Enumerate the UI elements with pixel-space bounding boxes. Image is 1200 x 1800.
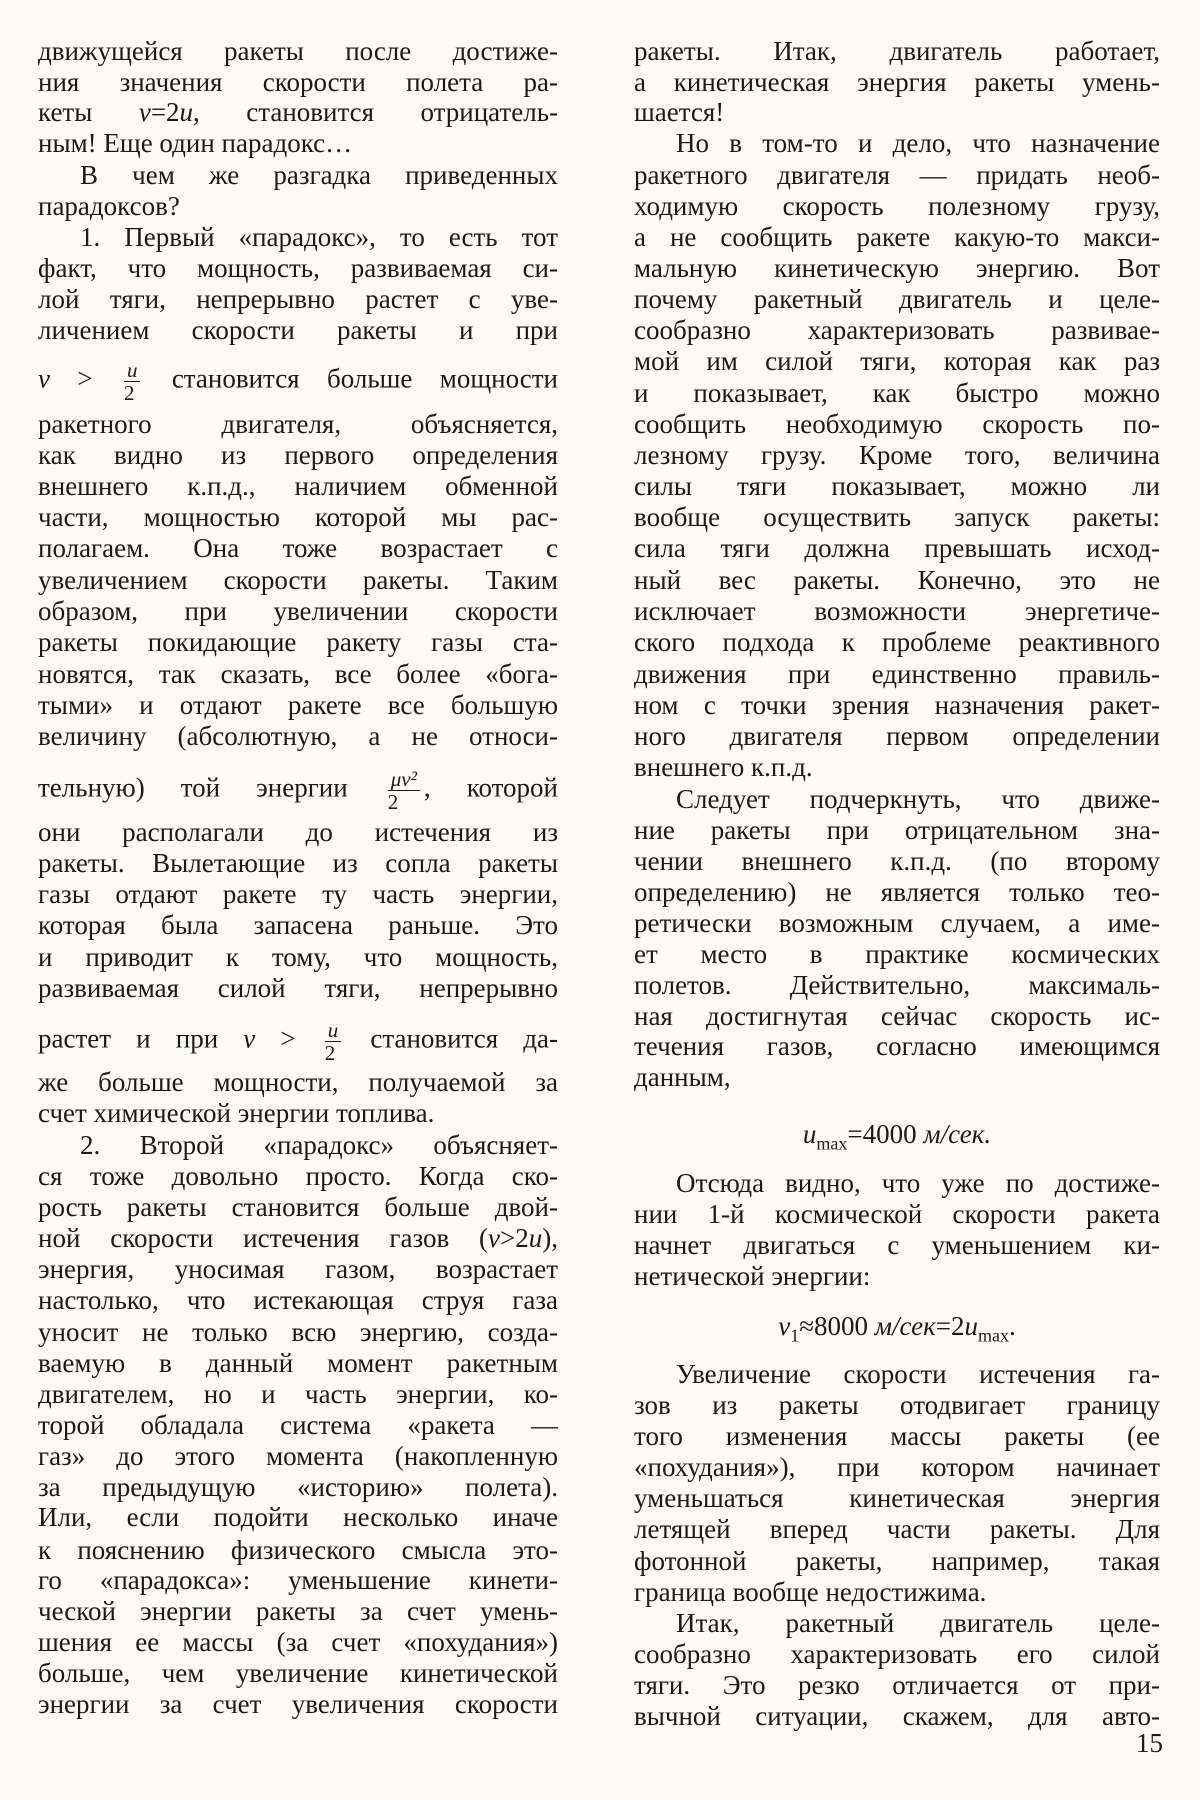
text-line (38, 1161, 558, 1192)
text-line (634, 253, 1160, 284)
text-run: ет место в практике космических (634, 938, 1160, 969)
text-line (634, 1577, 1160, 1608)
text-line (634, 315, 1160, 346)
text-run: ходимую скорость полезному грузу, (634, 191, 1160, 222)
text-line (38, 1565, 558, 1596)
text-line (38, 128, 558, 159)
text-run: тяги. Это резко отличается от при- (634, 1669, 1160, 1700)
text-line (38, 768, 558, 813)
text-run: =2 (935, 1311, 965, 1342)
text-line (634, 67, 1160, 98)
text-line (38, 1067, 558, 1098)
text-line (38, 721, 558, 752)
text-run: ным! Еще один парадокс… (38, 128, 353, 159)
text-line (634, 1311, 1160, 1351)
text-run: летящей вперед части ракеты. Для (634, 1513, 1160, 1544)
text-run: величину (абсолютную, а не относи- (38, 720, 558, 751)
text-run: ный вес ракеты. Конечно, это не (634, 565, 1160, 596)
fraction (325, 1019, 342, 1064)
text-run: определению) не является только тео- (634, 876, 1160, 907)
text-line (38, 1254, 558, 1285)
fraction-numerator: u (325, 1019, 342, 1042)
text-line (38, 440, 558, 471)
text-run: =4000 (847, 1118, 924, 1149)
text-line (38, 1285, 558, 1316)
math-variable: v (778, 1311, 791, 1342)
text-run: лой тяги, непрерывно растет с уве- (38, 284, 558, 315)
text-run: мой им силой тяги, которая как раз (634, 346, 1160, 377)
text-line (80, 160, 558, 191)
text-run: Увеличение скорости истечения га- (676, 1359, 1160, 1390)
math-variable: u (802, 1118, 817, 1149)
text-run: полетов. Действительно, максималь- (634, 969, 1160, 1000)
text-run: мальную кинетическую энергию. Вот (634, 253, 1160, 284)
text-run: торой обладала система «ракета — (38, 1409, 558, 1440)
fraction (124, 359, 141, 404)
text-run: чении внешнего к.п.д. (по второму (634, 845, 1160, 876)
text-line (676, 1168, 1160, 1199)
text-run: исключает возможности энергетиче- (634, 595, 1160, 626)
text-line (38, 1019, 558, 1064)
text-run: 2. Второй «парадокс» объясняет- (80, 1130, 558, 1160)
text-run: граница вообще недостижима. (634, 1576, 987, 1607)
text-line (38, 1410, 558, 1441)
text-line (38, 942, 558, 973)
text-run: сообщить необходимую скорость по- (634, 409, 1160, 440)
text-run: В чем же разгадка приведенных (80, 160, 558, 191)
text-run: двигателем, но и часть энергии, ко- (38, 1378, 558, 1409)
text-line (38, 1535, 558, 1566)
text-run: ного двигателя первом определении (634, 720, 1160, 751)
text-line (80, 222, 558, 253)
text-line (634, 533, 1160, 564)
text-line (38, 191, 558, 222)
text-run: кеты (38, 97, 139, 128)
text-run: движущейся ракеты после достиже- (38, 35, 558, 66)
text-run: энергия, уносимая газом, возрастает (38, 1253, 558, 1284)
text-run: нетической энергии: (634, 1260, 871, 1291)
text-run: образом, при увеличении скорости (38, 595, 558, 626)
text-run: Следует подчеркнуть, что движе- (676, 783, 1160, 814)
text-line (634, 1670, 1160, 1701)
fraction-numerator: u (124, 359, 141, 382)
math-variable: м/сек (874, 1311, 936, 1342)
text-run: ние ракеты при отрицательном зна- (634, 814, 1160, 845)
text-run: внешнего к.п.д., наличием обменной (38, 471, 558, 502)
text-line (38, 67, 558, 98)
text-run: > (49, 363, 120, 394)
text-run: > (255, 1023, 321, 1054)
text-line (38, 690, 558, 721)
text-run: ракетного двигателя, объясняется, (38, 409, 558, 440)
text-line (634, 1452, 1160, 1483)
text-run: сила тяги должна превышать исход- (634, 532, 1160, 563)
text-line (38, 36, 558, 67)
text-run: Или, если подойти несколько иначе (38, 1502, 558, 1533)
text-line (676, 1608, 1160, 1639)
text-line (634, 1261, 1160, 1292)
text-run: . (1009, 1311, 1016, 1342)
subscript: max (978, 1325, 1010, 1346)
text-line (38, 1689, 558, 1720)
text-line (634, 596, 1160, 627)
text-line (38, 1348, 558, 1379)
text-run: ния значения скорости полета ра- (38, 66, 558, 97)
text-run: ракеты покидающие ракету газы ста- (38, 626, 558, 657)
text-run: факт, что мощность, развиваемая си- (38, 253, 558, 284)
text-run: =2 (150, 97, 180, 128)
text-run: ракеты. Итак, двигатель работает, (634, 35, 1160, 66)
text-run: они располагали до истечения из (38, 817, 558, 848)
text-line (38, 1317, 558, 1348)
text-line (634, 160, 1160, 191)
text-line (634, 815, 1160, 846)
text-run: ся тоже довольно просто. Когда ско- (38, 1160, 558, 1191)
text-line (634, 1199, 1160, 1230)
math-variable: u (179, 97, 194, 128)
text-run: внешнего к.п.д. (634, 751, 813, 782)
text-run: ракетного двигателя — придать необ- (634, 160, 1160, 191)
text-line (38, 533, 558, 564)
text-line (38, 910, 558, 941)
text-run: же больше мощности, получаемой за (38, 1066, 558, 1097)
text-run: настолько, что истекающая струя газа (38, 1284, 558, 1315)
text-line (634, 846, 1160, 877)
text-line (634, 627, 1160, 658)
text-line (38, 502, 558, 533)
text-line (38, 1223, 558, 1254)
math-variable: u (964, 1311, 979, 1342)
text-line (634, 284, 1160, 315)
text-line (634, 1546, 1160, 1577)
text-run: ваемую в данный момент ракетным (38, 1347, 558, 1378)
text-run: тельную) той энергии (38, 772, 384, 803)
text-run: газ» до этого момента (накопленную (38, 1440, 558, 1471)
text-run: шается! (634, 97, 725, 128)
text-line (38, 596, 558, 627)
text-line (634, 752, 1160, 783)
text-line (634, 36, 1160, 67)
text-run: как видно из первого определения (38, 440, 558, 471)
text-run: новятся, так сказать, все более «бога- (38, 658, 558, 689)
text-run: уносит не только всю энергию, созда- (38, 1316, 558, 1347)
text-line (38, 1502, 558, 1533)
text-line (634, 877, 1160, 908)
text-run: и приводит к тому, что мощность, (38, 942, 558, 973)
fraction-denominator: 2 (123, 380, 135, 405)
text-line (634, 409, 1160, 440)
text-line (634, 440, 1160, 471)
text-run: течения газов, согласно имеющимся (634, 1031, 1160, 1062)
text-line (634, 1119, 1160, 1159)
text-run: , которой (423, 772, 558, 803)
text-run: ского подхода к проблеме реактивного (634, 626, 1160, 657)
text-line (634, 191, 1160, 222)
text-line (634, 1639, 1160, 1670)
text-line (38, 627, 558, 658)
math-variable: v (488, 1222, 501, 1253)
text-line (634, 471, 1160, 502)
text-line (38, 817, 558, 848)
subscript: max (816, 1132, 848, 1153)
text-run: ), (542, 1222, 558, 1253)
text-line (38, 97, 558, 128)
text-line (634, 908, 1160, 939)
text-line (38, 409, 558, 440)
text-line (38, 359, 558, 404)
text-line (634, 721, 1160, 752)
text-run: ная достигнутая сейчас скорость ис- (634, 1000, 1160, 1031)
text-run: >2 (500, 1222, 529, 1253)
math-variable: v (138, 97, 151, 128)
text-line (38, 1192, 558, 1223)
text-line (38, 973, 558, 1004)
text-line (634, 1483, 1160, 1514)
text-line (38, 1472, 558, 1503)
text-run: ном с точки зрения назначения ракет- (634, 689, 1160, 720)
text-run: развиваемая силой тяги, непрерывно (38, 972, 558, 1003)
text-line (634, 1001, 1160, 1032)
text-line (634, 1230, 1160, 1261)
text-run: личением скорости ракеты и при (38, 315, 558, 346)
math-variable: v (38, 363, 50, 394)
text-run: рость ракеты становится больше двой- (38, 1191, 558, 1222)
text-line (634, 565, 1160, 596)
text-run: ческой энергии ракеты за счет умень- (38, 1596, 558, 1627)
text-run: тыми» и отдают ракете все большую (38, 689, 558, 720)
text-line (38, 284, 558, 315)
text-run: ной скорости истечения газов ( (38, 1222, 489, 1253)
text-line (634, 1031, 1160, 1062)
math-variable: м/сек. (923, 1118, 992, 1149)
fraction-denominator: 2 (324, 1040, 336, 1065)
text-line (38, 315, 558, 346)
text-line (38, 471, 558, 502)
text-run: данным, (634, 1062, 731, 1093)
text-run: «похудания»), при котором начинает (634, 1452, 1160, 1483)
text-run: а не сообщить ракете какую-то макси- (634, 222, 1160, 253)
text-run: Итак, ракетный двигатель целе- (676, 1607, 1160, 1638)
text-line (676, 784, 1160, 815)
text-line (634, 1514, 1160, 1545)
text-run: а кинетическая энергия ракеты умень- (634, 66, 1160, 97)
page-number: 15 (1136, 1728, 1163, 1758)
text-run: ≈8000 (799, 1311, 875, 1342)
text-run: шения ее массы (за счет «похудания») (38, 1627, 558, 1658)
text-run: парадоксов? (38, 191, 180, 222)
text-line (634, 659, 1160, 690)
text-run: нии 1-й космической скорости ракета (634, 1198, 1160, 1229)
text-line (38, 1658, 558, 1689)
text-run: счет химической энергии топлива. (38, 1097, 435, 1128)
text-run: сообразно характеризовать его силой (634, 1638, 1160, 1669)
text-run: за предыдущую «историю» полета). (38, 1471, 558, 1502)
text-run: начнет двигаться с уменьшением ки- (634, 1229, 1160, 1260)
text-run: лезному грузу. Кроме того, величина (634, 440, 1160, 471)
text-line (634, 346, 1160, 377)
fraction (388, 768, 420, 813)
text-line (38, 1596, 558, 1627)
text-run: силы тяги показывает, можно ли (634, 471, 1160, 502)
text-line (676, 1359, 1160, 1390)
text-run: становится да- (345, 1023, 558, 1054)
math-variable: u (528, 1222, 543, 1253)
text-line (38, 659, 558, 690)
text-run: го «парадокса»: уменьшение кинети- (38, 1565, 558, 1596)
text-run: движения при единственно правиль- (634, 658, 1160, 689)
text-line (634, 1062, 1160, 1093)
text-line (634, 1390, 1160, 1421)
text-run: Отсюда видно, что уже по достиже- (676, 1167, 1160, 1198)
math-variable: v (243, 1023, 256, 1054)
text-run: полагаем. Она тоже возрастает с (38, 532, 558, 563)
text-line (676, 128, 1160, 159)
text-line (634, 939, 1160, 970)
text-line (38, 253, 558, 284)
text-run: ракеты. Вылетающие из сопла ракеты (38, 848, 558, 879)
text-run: фотонной ракеты, например, такая (634, 1545, 1160, 1576)
text-run: почему ракетный двигатель и целе- (634, 284, 1160, 315)
text-run: которая была запасена раньше. Это (38, 909, 558, 940)
text-run: 1. Первый «парадокс», то есть тот (80, 222, 558, 253)
text-line (634, 222, 1160, 253)
text-line (634, 97, 1160, 128)
text-run: уменьшаться кинетическая энергия (634, 1482, 1160, 1513)
text-line (80, 1130, 558, 1161)
text-run: вычной ситуации, скажем, для авто- (634, 1700, 1160, 1731)
text-run: части, мощностью которой мы рас- (38, 501, 558, 532)
text-line (38, 1379, 558, 1410)
text-run: , становится отрицатель- (193, 97, 558, 128)
text-line (634, 502, 1160, 533)
text-run: становится больше мощности (144, 363, 558, 394)
text-run: вообще осуществить запуск ракеты: (634, 501, 1160, 532)
text-line (38, 565, 558, 596)
text-line (38, 1098, 558, 1129)
text-run: к пояснению физического смысла это- (38, 1534, 558, 1565)
fraction-denominator: 2 (387, 789, 399, 814)
text-line (38, 879, 558, 910)
subscript: 1 (790, 1325, 800, 1346)
text-run: газы отдают ракете ту часть энергии, (38, 879, 558, 910)
text-line (634, 970, 1160, 1001)
text-run: и показывает, как быстро можно (634, 378, 1160, 409)
fraction-numerator: μv² (388, 768, 420, 791)
text-run: больше, чем увеличение кинетической (38, 1658, 558, 1689)
text-run: зов из ракеты отодвигает границу (634, 1390, 1160, 1421)
text-run: того изменения массы ракеты (ее (634, 1421, 1160, 1452)
text-line (38, 1441, 558, 1472)
text-line (38, 848, 558, 879)
text-line (634, 1701, 1160, 1732)
text-line (634, 378, 1160, 409)
text-line (634, 1421, 1160, 1452)
text-run: ретически возможным случаем, а име- (634, 907, 1160, 938)
text-run: увеличением скорости ракеты. Таким (38, 565, 558, 596)
text-run: Но в том-то и дело, что назначение (676, 128, 1160, 159)
text-run: растет и при (38, 1023, 244, 1054)
text-line (634, 690, 1160, 721)
text-run: сообразно характеризовать развивае- (634, 315, 1160, 346)
text-run: энергии за счет увеличения скорости (38, 1689, 558, 1720)
text-line (38, 1627, 558, 1658)
